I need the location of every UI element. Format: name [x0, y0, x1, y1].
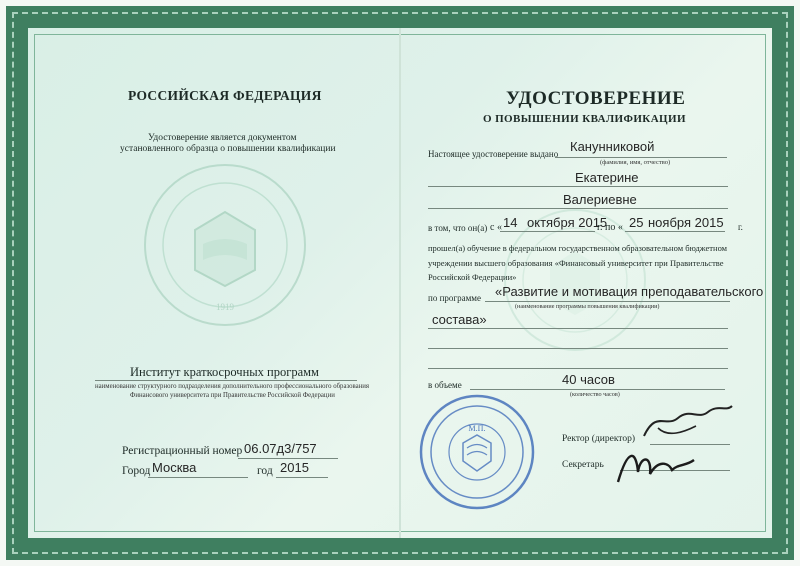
institute-name: Институт краткосрочных программ: [130, 365, 319, 379]
center-fold: [399, 28, 401, 538]
official-seal-stamp: [418, 393, 536, 511]
study-text-line2: учреждении высшего образования «Финансовый университет при Правительстве: [428, 258, 724, 268]
period-to-label: г. по «: [597, 222, 623, 233]
surname-line: [555, 157, 727, 158]
program-line4: [428, 368, 728, 369]
rector-signature: [638, 398, 736, 446]
document-note-line1: Удостоверение является документом: [148, 133, 297, 143]
program-name-line2: состава»: [432, 312, 487, 327]
year-value: 2015: [280, 460, 309, 475]
name-caption: (фамилия, имя, отчество): [600, 159, 671, 166]
volume-caption: (количество часов): [570, 391, 620, 398]
study-text-line3: Российской Федерации»: [428, 272, 517, 282]
period-intro: в том, что он(а): [428, 223, 488, 233]
first-name-value: Екатерине: [575, 170, 639, 185]
issued-to-label: Настоящее удостоверение выдано: [428, 149, 559, 159]
period-from-label: с «: [490, 222, 502, 233]
certificate-subtitle: О ПОВЫШЕНИИ КВАЛИФИКАЦИИ: [483, 113, 686, 125]
document-note-line2: установленного образца о повышении квалификации: [120, 144, 336, 154]
first-name-line: [428, 186, 728, 187]
program-line3: [428, 348, 728, 349]
program-line1: [485, 301, 730, 302]
volume-label: в объеме: [428, 380, 462, 390]
volume-line: [470, 389, 725, 390]
study-text-line1: прошел(а) обучение в федеральном государственном образовательном бюджетном: [428, 243, 728, 253]
program-label: по программе: [428, 293, 481, 303]
certificate-title: УДОСТОВЕРЕНИЕ: [506, 88, 686, 109]
period-from-month: октября 2015: [527, 215, 608, 230]
patronymic-value: Валериевне: [563, 192, 637, 207]
country-heading: РОССИЙСКАЯ ФЕДЕРАЦИЯ: [128, 88, 322, 103]
surname-value: Канунниковой: [570, 139, 655, 154]
registration-label: Регистрационный номер: [122, 445, 243, 457]
year-label: год: [257, 465, 273, 477]
period-to-month: ноября 2015: [648, 215, 724, 230]
period-from-day: 14: [503, 215, 518, 230]
secretary-signature: [612, 442, 697, 488]
city-value: Москва: [152, 460, 197, 475]
period-to-line: [625, 231, 725, 232]
institute-caption-line1: наименование структурного подразделения дополнительного профессионального образования: [95, 383, 370, 390]
program-caption: (наименование программы повышения квалификации): [515, 303, 660, 310]
registration-number: 06.07д3/757: [244, 441, 317, 456]
city-line: [148, 477, 248, 478]
city-label: Город: [122, 465, 151, 477]
volume-value: 40 часов: [562, 372, 615, 387]
institute-line: [95, 380, 357, 381]
program-name-line1: «Развитие и мотивация преподавательского: [495, 284, 764, 299]
university-emblem-watermark: [140, 160, 310, 330]
stamp-mp-label: М.П.: [468, 424, 486, 433]
registration-line: [238, 458, 338, 459]
secretary-label: Секретарь: [562, 460, 604, 470]
period-year-suffix: г.: [738, 222, 743, 232]
year-line: [276, 477, 328, 478]
period-to-day: 25: [629, 215, 644, 230]
period-from-line: [500, 231, 595, 232]
program-line2: [428, 328, 728, 329]
patronymic-line: [428, 208, 728, 209]
institute-caption-line2: Финансового университета при Правительстве Российской Федерации: [130, 392, 335, 399]
rector-label: Ректор (директор): [562, 434, 635, 444]
emblem-year: 1919: [216, 302, 234, 312]
